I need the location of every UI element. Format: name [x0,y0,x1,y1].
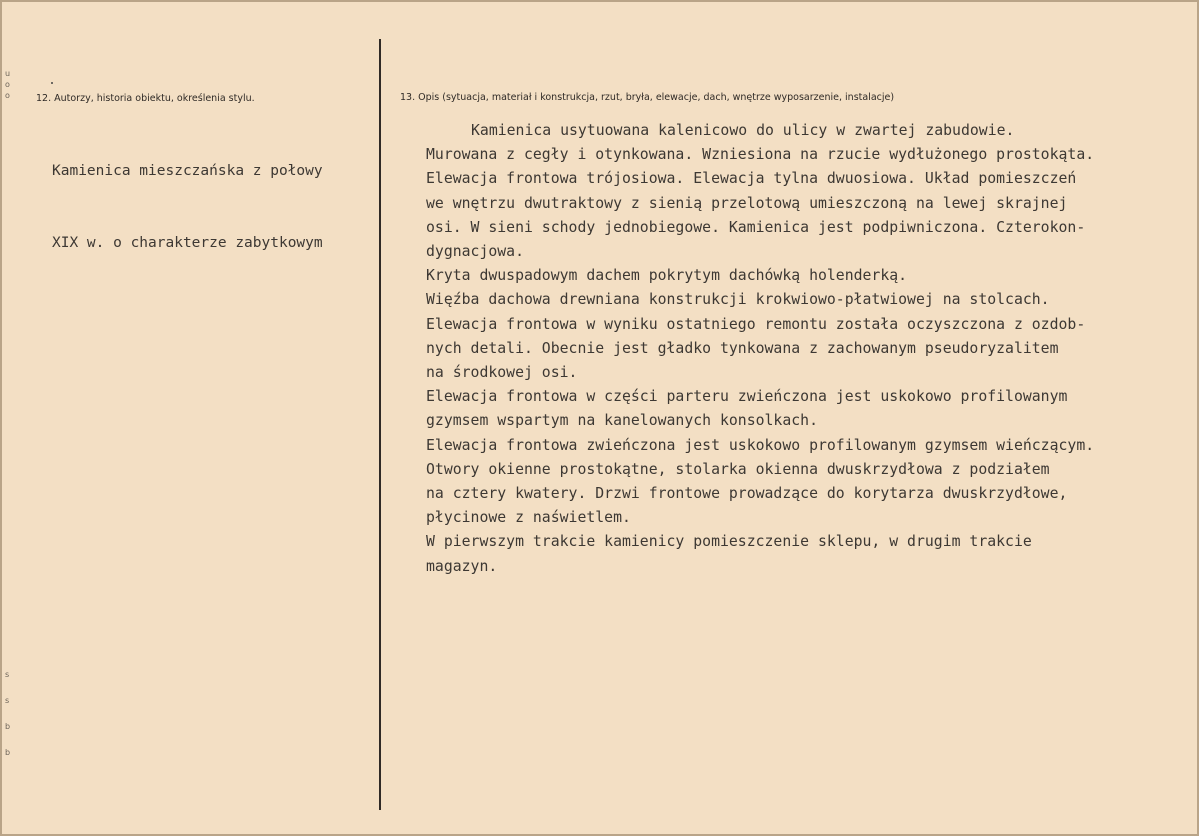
edge-marks-bottom [5,662,10,766]
section-13-line: nych detali. Obecnie jest gładko tynkowana z zachowanym pseudoryzalitem [426,339,1059,357]
section-13-line: magazyn. [426,557,498,575]
section-13-line: gzymsem wspartym na kanelowanych konsolkach. [426,412,818,430]
edge-marks-top [5,68,10,101]
section-13-line: Kryta dwuspadowym dachem pokrytym dachówką holenderką. [426,267,908,285]
section-13-line: dygnacjowa. [426,243,524,261]
section-13-line: Więźba dachowa drewniana konstrukcji krokwiowo-płatwiowej na stolcach. [426,291,1050,309]
edge-mark: s [5,696,10,705]
ink-dot [51,82,53,84]
section-12-text [52,111,372,303]
section-13-line: Elewacja frontowa trójosiowa. Elewacja tylna dwuosiowa. Układ pomieszczeń [426,170,1077,188]
section-13-line: osi. W sieni schody jednobiegowe. Kamienica jest podpiwniczona. Czterokon- [426,218,1086,236]
edge-mark: o [5,80,10,89]
section-13-heading: 13. Opis (sytuacja, materiał i konstrukcja, rzut, bryła, elewacje, dach, wnętrze wyposarzenie, instalacje) [400,92,895,103]
edge-mark: b [5,748,11,757]
section-13-line: W pierwszym trakcie kamienicy pomieszczenie sklepu, w drugim trakcie [426,533,1032,551]
section-13-text [426,119,1186,579]
section-13-line: płycinowe z naświetlem. [426,509,631,527]
edge-mark: b [5,722,11,731]
column-divider [379,39,381,810]
section-13-line: Kamienica usytuowana kalenicowo do ulicy w zwartej zabudowie. [471,122,1015,139]
edge-mark: u [5,69,11,78]
section-13-line: na cztery kwatery. Drzwi frontowe prowadzące do korytarza dwuskrzydłowe, [426,485,1068,503]
section-12-heading: 12. Autorzy, historia obiektu, określenia stylu. [36,93,255,104]
section-13-line: Elewacja frontowa w wyniku ostatniego remontu została oczyszczona z ozdob- [426,315,1086,333]
edge-mark: o [5,91,10,100]
section-13-line: na środkowej osi. [426,364,578,382]
section-13-line: we wnętrzu dwutraktowy z sienią przelotową umieszczoną na lewej skrajnej [426,194,1068,212]
edge-mark: s [5,670,10,679]
section-12-line: XIX w. o charakterze zabytkowym [52,235,323,251]
section-12-line: Kamienica mieszczańska z połowy [52,163,323,179]
section-13-line: Elewacja frontowa zwieńczona jest uskokowo profilowanym gzymsem wieńczącym. [426,436,1095,454]
section-13-line: Elewacja frontowa w części parteru zwieńczona jest uskokowo profilowanym [426,388,1068,406]
section-13-line: Murowana z cegły i otynkowana. Wzniesiona na rzucie wydłużonego prostokąta. [426,146,1095,164]
section-13-line: Otwory okienne prostokątne, stolarka okienna dwuskrzydłowa z podziałem [426,460,1050,478]
